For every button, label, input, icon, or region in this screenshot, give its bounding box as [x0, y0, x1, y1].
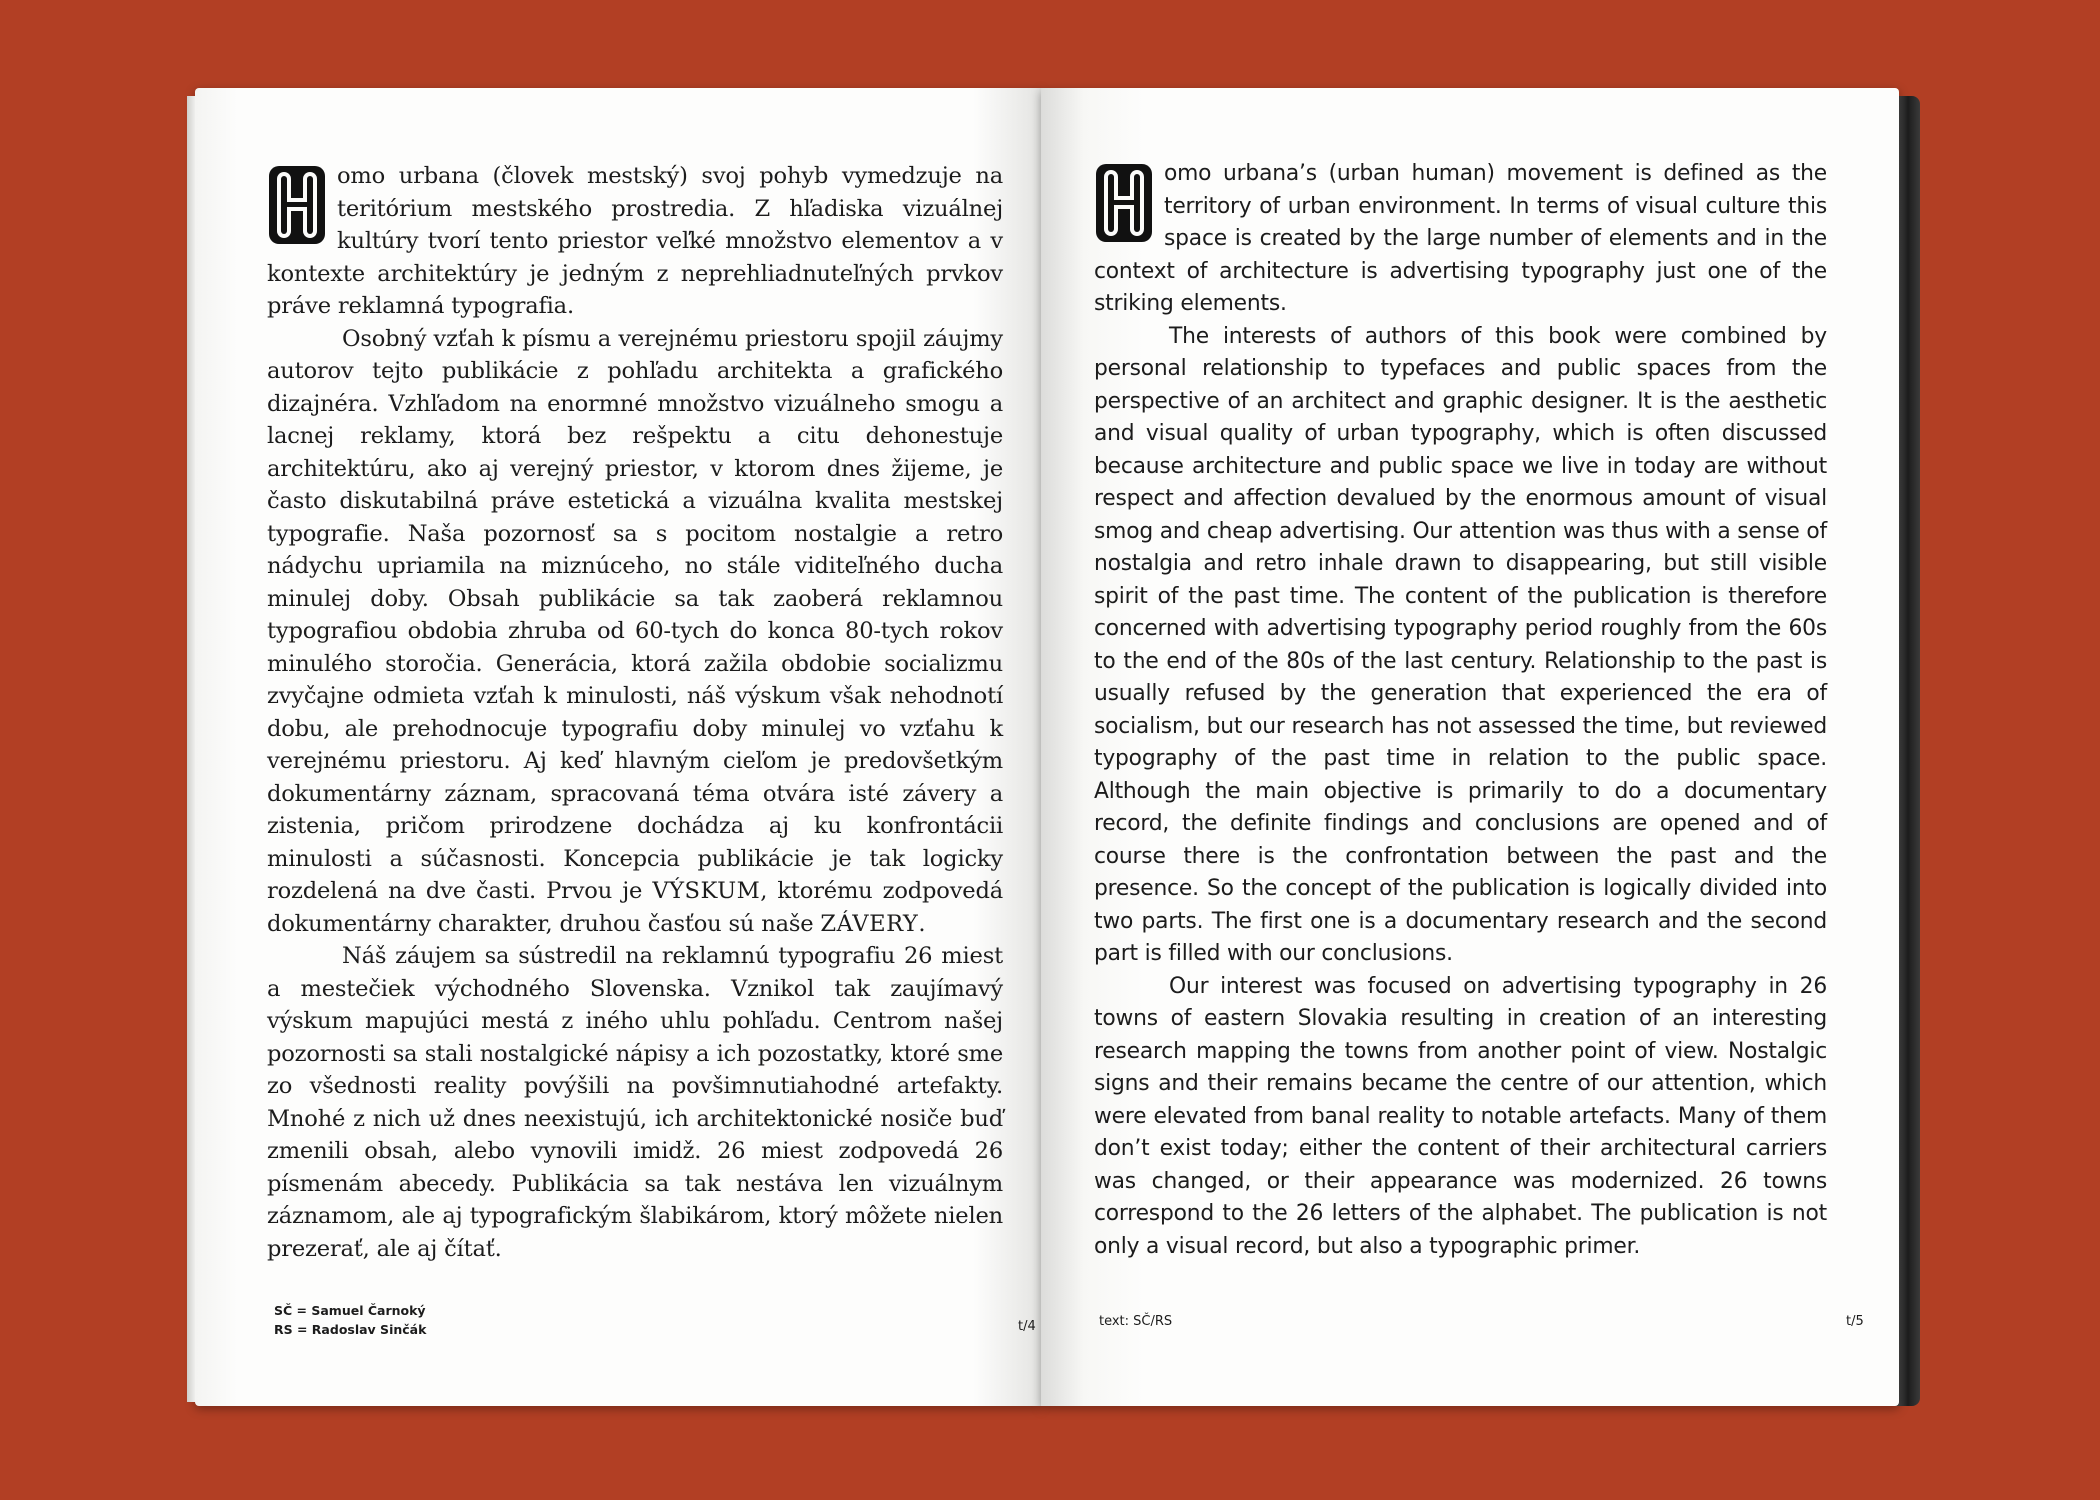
open-book [195, 88, 1920, 1410]
dropcap-h-icon [267, 164, 327, 246]
left-text-column [267, 160, 1003, 1265]
paragraph-2: The interests of authors of this book were combined by personal relationship to typefaces and public spaces from the perspective of an architect and graphic designer. It is the aesthetic and visual quality of urban typography, which is often discussed because architecture and public space we live in today are without respect and affection devalued by the enormous amount of visual smog and cheap advertising. Our attention was thus with a sense of nostalgia and retro inhale drawn to disappearing, but still visible spirit of the past time. The content of the publication is therefore concerned with advertising typography period roughly from the 60s to the end of the 80s of the last century. Relationship to the past is usually refused by the generation that experienced the era of socialism, but our research has not assessed the time, but reviewed typography of the past time in relation to the public space. Although the main objective is primarily to do a documentary record, the definite findings and conclusions are opened and of course there is the confrontation between the past and the presence. So the concept of the publication is logically divided into two parts. The first one is a documentary research and the second part is filled with our conclusions. [1094, 323, 1827, 966]
caps-vyskum: VÝSKUM [652, 878, 761, 904]
paragraph-2-text: Osobný vzťah k písmu a verejnému priestoru spojil záujmy autorov tejto publikácie z pohľadu architekta a grafického dizajnéra. Vzhľadom na enormné množstvo vizuálneho smogu a lacnej reklamy, ktorá bez rešpektu a citu dehonestuje architektúru, ako aj verejný priestor, v ktorom dnes žijeme, je často diskutabilná práve estetická a vizuálna kvalita mestskej typografie. Naša pozornosť sa s pocitom nostalgie a retro nádychu upriamila na miznúceho, no stále viditeľného ducha minulej doby. Obsah publikácie sa tak zaoberá reklamnou typografiou obdobia zhruba od 60-tych do konca 80-tych rokov minulého storočia. Generácia, ktorá zažila obdobie socializmu zvyčajne odmieta vzťah k minulosti, náš výskum však nehodnotí dobu, ale prehodnocuje typografiu doby minulej vo vzťahu k verejnému priestoru. Aj keď hlavným cieľom je predovšetkým dokumentárny záznam, spracovaná téma otvára isté závery a zistenia, pričom prirodzene dochádza aj ku konfrontácii minulosti a súčasnosti. Koncepcia publikácie je tak logicky rozdelená na dve časti. Prvou je [267, 325, 1003, 904]
page-number-left: t/4 [1018, 1319, 1036, 1334]
right-text-column [1094, 158, 1827, 1263]
left-page-edge [187, 96, 195, 1402]
paragraph-2-mid: , ktorému zodpovedá dokumentárny charakter, druhou časťou sú naše [267, 878, 1003, 937]
paragraph-1: omo urbana (človek mestský) svoj pohyb vymedzuje na teritórium mestského prostredia. Z hľadiska vizuálnej kultúry tvorí tento priestor veľké množstvo elementov a v kontexte architektúry je jedným z neprehliadnuteľných prvkov práve reklamná typografia. [267, 163, 1003, 319]
paragraph-1: omo urbana’s (urban human) movement is defined as the territory of urban environment. In terms of visual culture this space is created by the large number of elements and in the context of architecture is advertising typography just one of the striking elements. [1094, 161, 1827, 316]
paragraph-3: Náš záujem sa sústredil na reklamnú typografiu 26 miest a mestečiek východného Slovenska. Vznikol tak zaujímavý výskum mapujúci mestá z iného uhlu pohľadu. Centrom našej pozornosti sa stali nostalgické nápisy a ich pozostatky, ktoré sme zo všednosti reality povýšili na povšimnutiahodné artefakty. Mnohé z nich už dnes neexistujú, ich architektonické nosiče buď zmenili obsah, alebo vynovili imidž. 26 miest zodpovedá 26 písmenám abecedy. Publikácia sa tak nestáva len vizuálnym záznamom, ale aj typografickým šlabikárom, ktorý môžete nielen prezerať, ale aj čítať. [267, 943, 1003, 1262]
paragraph-2 [267, 323, 1003, 941]
left-page [195, 88, 1041, 1406]
caps-zavery: ZÁVERY [820, 910, 919, 937]
paragraph-2-end: . [918, 910, 926, 937]
page-number-right: t/5 [1846, 1314, 1864, 1329]
credit-line: SČ = Samuel Čarnoký [274, 1303, 426, 1318]
dropcap-h-icon [1094, 162, 1154, 244]
text-credit: text: SČ/RS [1099, 1314, 1173, 1329]
right-page [1041, 88, 1899, 1406]
author-credits [274, 1301, 426, 1339]
credit-line: RS = Radoslav Sinčák [274, 1322, 427, 1337]
paragraph-3: Our interest was focused on advertising typography in 26 towns of eastern Slovakia resulting in creation of an interesting research mapping the towns from another point of view. Nostalgic signs and their remains became the centre of our attention, which were elevated from banal reality to notable artefacts. Many of them don’t exist today; either the content of their architectural carriers was changed, or their appearance was modernized. 26 towns correspond to the 26 letters of the alphabet. The publication is not only a visual record, but also a typographic primer. [1094, 973, 1827, 1259]
